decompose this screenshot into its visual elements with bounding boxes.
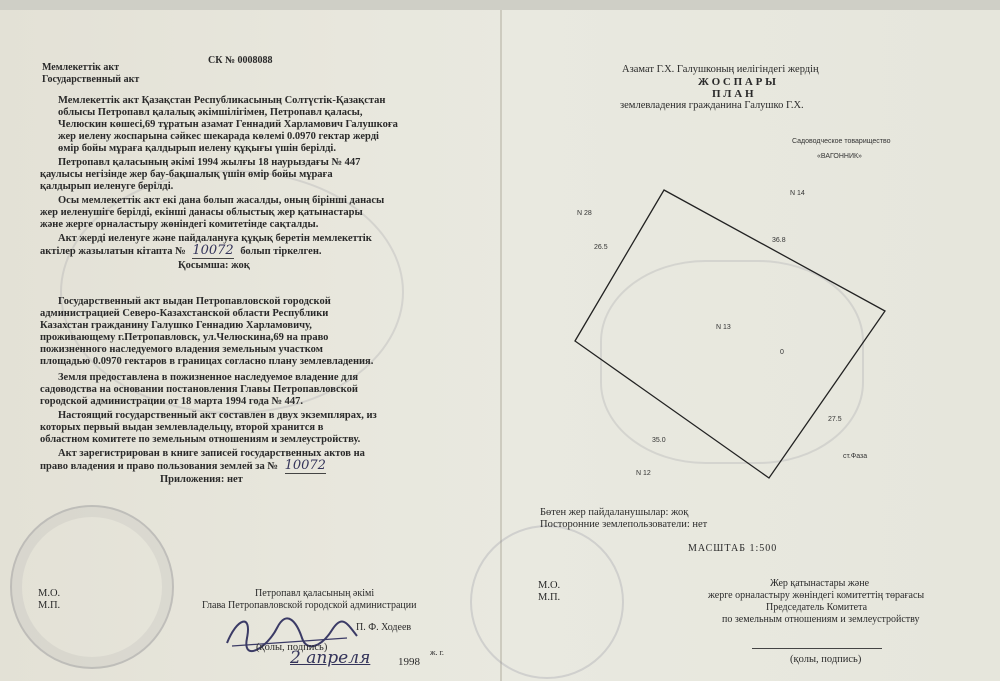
serial-number: СК № 0008088 bbox=[208, 55, 273, 66]
kz-paragraph-3: Осы мемлекеттік акт екі дана болып жасалды, оның біріншi данасы жер иеленушіге берілді, екінші данасы облыстық жер қатынастары және жерге орналастыру жөніндегі комитетінде сақталды. bbox=[40, 195, 385, 230]
neighbor-south: N 12 bbox=[636, 470, 651, 477]
dimension-east: 27.5 bbox=[828, 416, 842, 423]
register-number-handwritten-ru: 10072 bbox=[284, 458, 326, 473]
owner-title-ru: землевладения гражданина Галушко Г.Х. bbox=[620, 100, 804, 111]
dimension-west: 26.5 bbox=[594, 244, 608, 251]
date-year-suffix: ж. г. bbox=[430, 648, 444, 657]
ru-paragraph-3: Настоящий государственный акт составлен в двух экземплярах, из которых первый выдан землевладельцу, второй хранится в областном комитете по земельным отношениям и землеустройству. bbox=[40, 410, 377, 445]
committee-kz-1: Жер қатынастары және bbox=[770, 578, 870, 589]
kz-paragraph-4: Акт жерді иеленуге және пайдалануға құқық беретін мемлекеттік bbox=[58, 233, 372, 244]
akim-title-ru: Глава Петропавловской городской администрации bbox=[202, 600, 417, 611]
mp-ru-left: М.П. bbox=[38, 600, 61, 611]
signer-name: П. Ф. Ходеев bbox=[356, 622, 412, 633]
owner-title-kz: Азамат Г.Х. Галушконың иелігіндегі жердің bbox=[622, 64, 819, 75]
dimension-south: 35.0 bbox=[652, 437, 666, 444]
ru-paragraph-1: Государственный акт выдан Петропавловской городской администрацией Северо-Казахстанской области Республики Казахстан гражданину Галушко Геннадию Харламовичу, проживающему г.Петропавловск, ул.Челюскина,69 на право пожизненного наследуемого владения земельным участком площадью 0.0970 гектаров в границах согласно плану землевладения. bbox=[40, 296, 374, 367]
neighbor-north-east: N 14 bbox=[790, 190, 805, 197]
title-kz: Мемлекеттік акт bbox=[42, 62, 120, 73]
mp-ru-right: М.П. bbox=[538, 592, 561, 603]
ru-paragraph-4: Акт зарегистрирован в книге записей государственных актов на bbox=[58, 448, 365, 459]
street-label: ст.Фаза bbox=[843, 453, 868, 460]
signature-caption-right: (қолы, подпись) bbox=[790, 654, 862, 665]
official-seal bbox=[10, 505, 174, 669]
mp-kz-right: М.О. bbox=[538, 580, 561, 591]
date-year: 1998 bbox=[398, 656, 420, 668]
plot-boundary bbox=[575, 190, 885, 478]
committee-kz-2: жерге орналастыру жөніндегі комитеттің төрағасы bbox=[708, 590, 925, 601]
other-users-kz: Бөтен жер пайдаланушылар: жоқ bbox=[540, 507, 689, 518]
title-ru: Государственный акт bbox=[42, 74, 140, 85]
society-label: Садоводческое товарищество bbox=[792, 138, 891, 145]
akim-title-kz: Петропавл қаласының әкімі bbox=[255, 588, 375, 599]
zero-mark: 0 bbox=[780, 349, 784, 356]
ru-appendix: Приложения: нет bbox=[160, 474, 243, 485]
dimension-north: 36.8 bbox=[772, 237, 786, 244]
land-plot-plan bbox=[560, 170, 960, 490]
neighbor-center: N 13 bbox=[716, 324, 731, 331]
kz-paragraph-1: Мемлекеттік акт Қазақстан Республикасының Солтүстік-Қазақстан облысы Петропавл қалалық әкімшілігімен, Петропавл қаласы, Челюскин көшесі,69 тұратын азамат Геннадий Харламович Галушкоға жер иелену жоспарына сәйкес шекарада көлемі 0.0970 гектар жерді өмір бойы мұраға қалдырып иелену құқығы үшін берілді. bbox=[58, 95, 398, 154]
register-number-handwritten: 10072 bbox=[192, 243, 234, 258]
other-users-ru: Посторонние землепользователи: нет bbox=[540, 519, 708, 530]
scale-label: МАСШТАБ 1:500 bbox=[688, 543, 778, 554]
plan-title-ru: П Л А Н bbox=[712, 88, 754, 100]
ru-register-line: право владения и право пользования землей за № 10072 bbox=[40, 458, 326, 473]
committee-ru-1: Председатель Комитета bbox=[766, 602, 868, 613]
kz-appendix: Қосымша: жоқ bbox=[178, 260, 250, 271]
mp-kz-left: М.О. bbox=[38, 588, 61, 599]
date-handwritten: 2 апреля bbox=[290, 648, 371, 668]
signature-caption-left: (қолы, подпись) bbox=[256, 642, 328, 653]
kz-register-line: актілер жазылатын кітапта № 10072 болып тіркелген. bbox=[40, 243, 322, 258]
committee-ru-2: по земельным отношениям и землеустройству bbox=[722, 614, 920, 625]
plan-title-kz: Ж О С П А Р Ы bbox=[698, 76, 776, 88]
signature-line-right bbox=[752, 648, 882, 649]
kz-paragraph-2: Петропавл қаласының әкімі 1994 жылғы 18 наурыздағы № 447 қаулысы негізінде жер бау-бақшалық үшін өмір бойы мұраға қалдырып иеленуге берілді. bbox=[40, 157, 361, 192]
neighbor-west: N 28 bbox=[577, 210, 592, 217]
society-name: «ВАГОННИК» bbox=[817, 153, 862, 160]
ru-paragraph-2: Земля предоставлена в пожизненное наследуемое владение для садоводства на основании постановления Главы Петропавловской городской администрации от 18 марта 1994 года № 447. bbox=[40, 372, 359, 407]
